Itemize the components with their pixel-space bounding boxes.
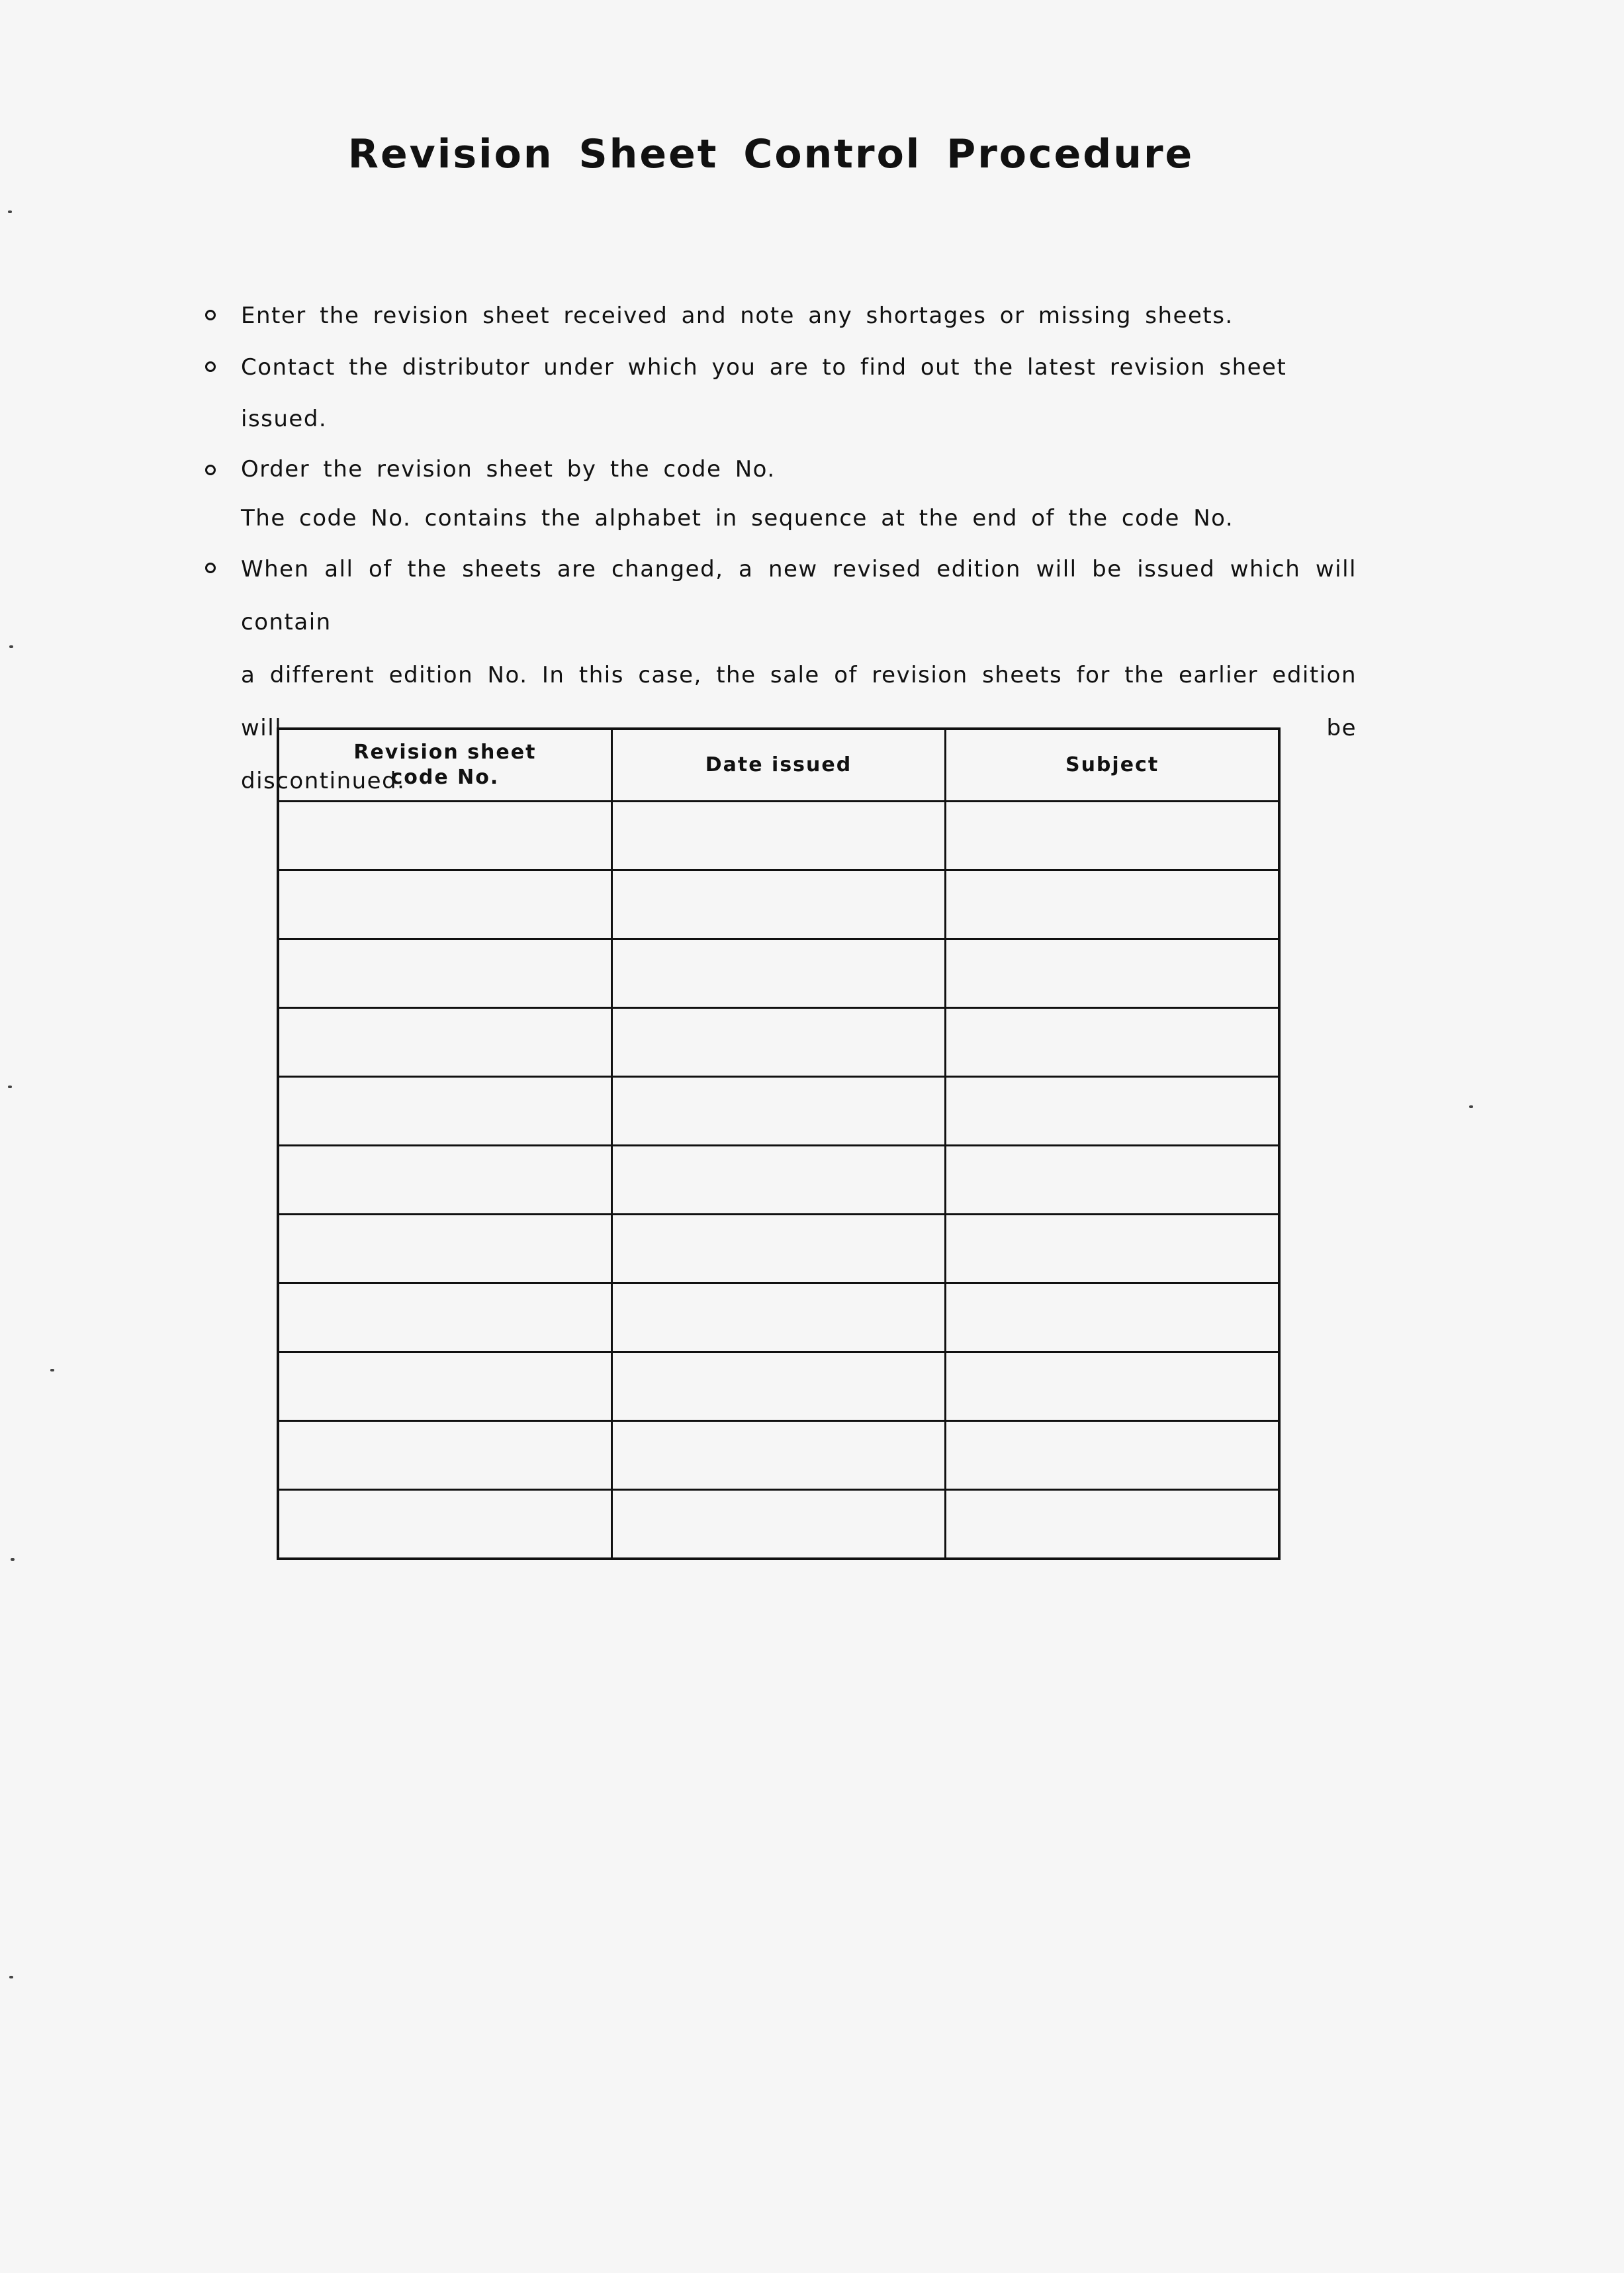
table-cell[interactable] [611, 870, 945, 939]
table-cell[interactable] [946, 1215, 1279, 1283]
header-date-issued [611, 729, 945, 802]
table-cell[interactable] [278, 802, 611, 870]
table-cell[interactable] [278, 1146, 611, 1215]
page-title: Revision Sheet Control Procedure [347, 131, 1195, 177]
table-cell[interactable] [278, 1490, 611, 1559]
table-body [278, 802, 1279, 1559]
procedure-line: a different edition No. In this case, the sale of revision sheets for the earlier edition will be [241, 662, 1357, 741]
table-cell[interactable] [611, 1352, 945, 1421]
bullet-circle-icon [205, 361, 216, 372]
table-header-row [278, 729, 1279, 802]
table-cell[interactable] [611, 1490, 945, 1559]
revision-sheet-table [277, 727, 1281, 1560]
header-subject [946, 729, 1279, 802]
table-row [278, 802, 1279, 870]
table-row [278, 1215, 1279, 1283]
procedure-line: Contact the distributor under which you are to find out the latest revision sheet issued. [241, 354, 1287, 432]
table-cell[interactable] [278, 1421, 611, 1490]
procedure-line: When all of the sheets are changed, a new revised edition will be issued which will contain [241, 556, 1357, 635]
scan-speck [9, 1976, 13, 1978]
table-cell[interactable] [611, 939, 945, 1008]
header-line: code No. [390, 766, 500, 789]
table-row [278, 1421, 1279, 1490]
table-cell[interactable] [946, 939, 1279, 1008]
header-line: Date issued [705, 753, 852, 776]
table-cell[interactable] [946, 1077, 1279, 1146]
table-cell[interactable] [278, 1283, 611, 1352]
table-cell[interactable] [611, 1077, 945, 1146]
table-cell[interactable] [611, 1215, 945, 1283]
table-cell[interactable] [611, 1283, 945, 1352]
table-cell[interactable] [946, 1008, 1279, 1077]
table-cell[interactable] [946, 1146, 1279, 1215]
procedure-line: The code No. contains the alphabet in sequence at the end of the code No. [241, 505, 1234, 532]
scan-speck [9, 645, 13, 648]
table-cell[interactable] [946, 802, 1279, 870]
table-cell[interactable] [278, 1008, 611, 1077]
procedure-line: Enter the revision sheet received and note any shortages or missing sheets. [241, 302, 1234, 329]
table-row [278, 1077, 1279, 1146]
scan-speck [50, 1369, 54, 1371]
table-cell[interactable] [611, 802, 945, 870]
table-row [278, 1283, 1279, 1352]
table-cell[interactable] [611, 1146, 945, 1215]
table-cell[interactable] [946, 1490, 1279, 1559]
bullet-circle-icon [205, 465, 216, 475]
scan-speck [8, 210, 12, 213]
table-cell[interactable] [946, 1283, 1279, 1352]
table-cell[interactable] [278, 1352, 611, 1421]
table-cell[interactable] [611, 1008, 945, 1077]
scan-speck [11, 1558, 15, 1561]
table-cell[interactable] [278, 870, 611, 939]
header-line: Subject [1065, 753, 1159, 776]
table-row [278, 870, 1279, 939]
scan-speck [8, 1086, 12, 1088]
procedure-line: discontinued. [241, 768, 406, 794]
table-cell[interactable] [278, 1077, 611, 1146]
bullet-circle-icon [205, 310, 216, 320]
procedure-line: Order the revision sheet by the code No. [241, 456, 776, 483]
table-row [278, 1352, 1279, 1421]
table-row [278, 1146, 1279, 1215]
procedure-item [205, 342, 1357, 445]
header-line: Revision sheet [353, 741, 537, 764]
bullet-circle-icon [205, 563, 216, 573]
table-row [278, 1490, 1279, 1559]
table-cell[interactable] [946, 870, 1279, 939]
header-code-no [278, 729, 611, 802]
table-cell[interactable] [278, 939, 611, 1008]
table-cell[interactable] [946, 1352, 1279, 1421]
procedure-item [205, 445, 1357, 543]
scan-speck [1469, 1105, 1473, 1108]
table-cell[interactable] [278, 1215, 611, 1283]
table-cell[interactable] [946, 1421, 1279, 1490]
table-row [278, 939, 1279, 1008]
table-row [278, 1008, 1279, 1077]
procedure-item [205, 290, 1357, 342]
table-cell[interactable] [611, 1421, 945, 1490]
